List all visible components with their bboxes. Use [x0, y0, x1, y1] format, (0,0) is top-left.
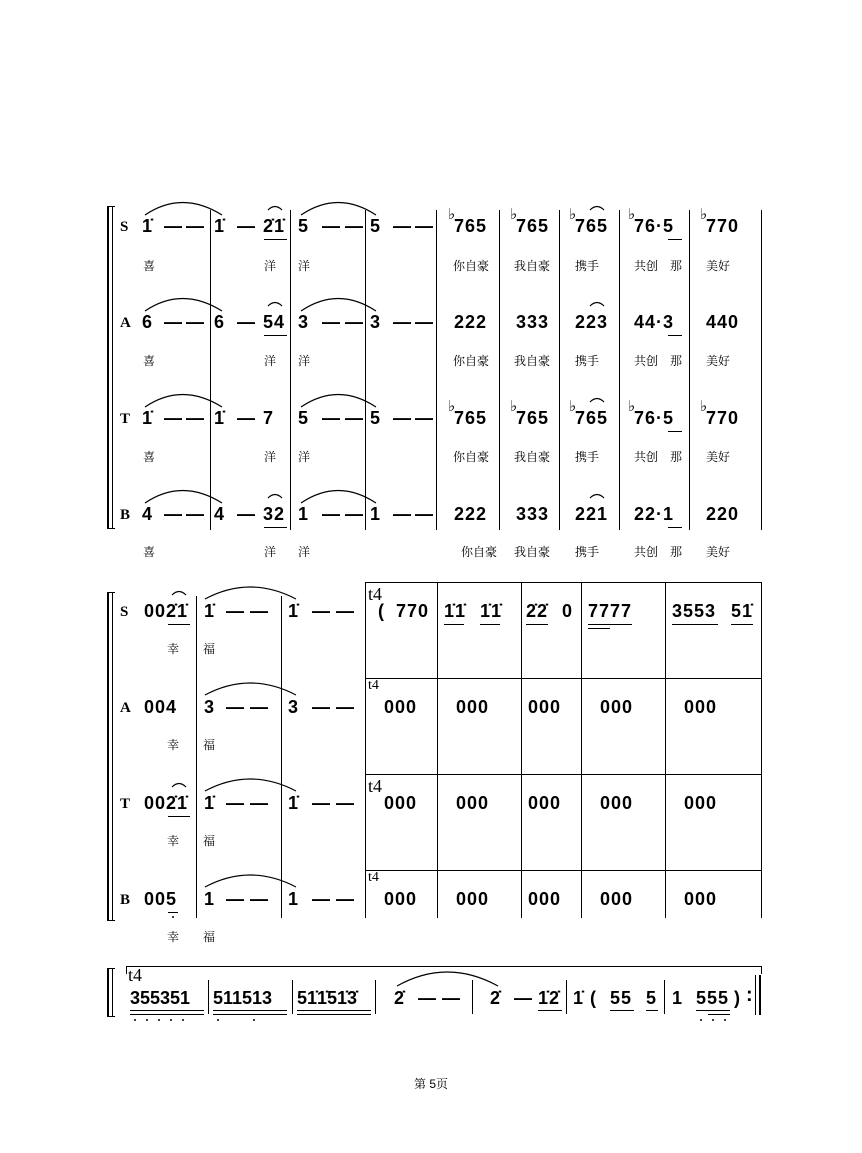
note: 2̇1̇ [263, 216, 286, 236]
note: — [345, 312, 364, 332]
note: 555 [696, 988, 730, 1008]
lyric: 你自豪 [453, 259, 490, 273]
note: 1̇1̇ [480, 601, 503, 621]
note: 000 [684, 697, 718, 717]
lyric: 幸 [167, 642, 180, 656]
lyric: 洋 [298, 545, 311, 559]
note: 000 [684, 793, 718, 813]
note: 440 [706, 312, 740, 332]
note: — [442, 988, 461, 1008]
part-label-b: B [120, 507, 131, 523]
note: 770 [706, 216, 740, 236]
lyric: 洋 [264, 545, 277, 559]
lyric: 喜 [143, 450, 156, 464]
lyric: 洋 [298, 259, 311, 273]
note: 3 [204, 697, 216, 717]
note: 333 [516, 312, 550, 332]
note: 765 [516, 408, 550, 428]
note: 765 [454, 216, 488, 236]
lyric: 幸 [167, 834, 180, 848]
note: 511513 [213, 988, 273, 1008]
lyric: 我自豪 [514, 259, 551, 273]
note: 1̇ [142, 408, 154, 428]
note: — [250, 889, 269, 909]
note: 3 [288, 697, 300, 717]
note: 1̇ [573, 988, 585, 1008]
section-marker: t4 [368, 584, 383, 604]
lyric: 福 [203, 930, 216, 944]
note: 2̇ [490, 988, 502, 1008]
note: 0 [562, 601, 574, 621]
section-marker: t4 [368, 870, 379, 885]
note: 765 [516, 216, 550, 236]
note: — [415, 408, 434, 428]
note: 770 [706, 408, 740, 428]
note: 765 [575, 408, 609, 428]
note: — [312, 793, 331, 813]
lyric: 美好 [706, 259, 731, 273]
lyric: 福 [203, 834, 216, 848]
note: — [237, 216, 256, 236]
note: — [312, 889, 331, 909]
note: 54 [263, 312, 286, 332]
lyric: 我自豪 [514, 450, 551, 464]
note: 6 [142, 312, 154, 332]
part-label-a: A [120, 315, 131, 331]
lyric: 美好 [706, 354, 731, 368]
note: 220 [706, 504, 740, 524]
note: 221 [575, 504, 609, 524]
note: — [226, 697, 245, 717]
note: — [237, 312, 256, 332]
note: 3 [370, 312, 382, 332]
section-marker: t4 [128, 965, 143, 985]
flat-icon: ♭ [448, 397, 456, 415]
note: 002̇1̇ [144, 601, 189, 621]
note: — [336, 793, 355, 813]
note: — [345, 216, 364, 236]
note: — [237, 408, 256, 428]
note: 4 [142, 504, 154, 524]
lyric: 洋 [298, 354, 311, 368]
lyric: 共创 [634, 354, 659, 368]
note: — [345, 504, 364, 524]
note: 1 [672, 988, 684, 1008]
flat-icon: ♭ [700, 205, 708, 223]
note: — [415, 312, 434, 332]
lyric: 那 [670, 259, 683, 273]
note: — [226, 793, 245, 813]
note: 333 [516, 504, 550, 524]
lyric: 幸 [167, 738, 180, 752]
note: — [164, 408, 183, 428]
lyric: 幸 [167, 930, 180, 944]
note: 005 [144, 889, 178, 909]
note: 5 [370, 408, 382, 428]
note: 1̇2̇ [538, 988, 561, 1008]
note: — [415, 504, 434, 524]
note: 000 [528, 889, 562, 909]
note: ( [590, 988, 597, 1008]
note: 223 [575, 312, 609, 332]
flat-icon: ♭ [448, 205, 456, 223]
note: — [322, 216, 341, 236]
part-label-t: T [120, 411, 131, 427]
note: 222 [454, 312, 488, 332]
part-label-s: S [120, 219, 129, 235]
note: 55 [610, 988, 633, 1008]
lyric: 你自豪 [453, 354, 490, 368]
note: ( [378, 601, 385, 621]
part-label-s: S [120, 604, 129, 620]
note: 000 [456, 889, 490, 909]
flat-icon: ♭ [628, 397, 636, 415]
note: 7777 [588, 601, 633, 621]
note: — [393, 504, 412, 524]
lyric: 携手 [575, 354, 600, 368]
lyric: 美好 [706, 545, 731, 559]
page-number: 第 5页 [414, 1077, 449, 1091]
note: — [393, 312, 412, 332]
note: — [514, 988, 533, 1008]
note: 1̇ [142, 216, 154, 236]
note: — [164, 216, 183, 236]
note: — [250, 697, 269, 717]
note: 76·5 [634, 408, 675, 428]
lyric: 喜 [143, 354, 156, 368]
note: 6 [214, 312, 226, 332]
note: 1 [204, 889, 216, 909]
flat-icon: ♭ [510, 397, 518, 415]
note: — [186, 504, 205, 524]
note: 770 [396, 601, 430, 621]
lyric: 洋 [298, 450, 311, 464]
note: 000 [684, 889, 718, 909]
note: — [164, 312, 183, 332]
lyric: 洋 [264, 450, 277, 464]
note: — [226, 601, 245, 621]
note: 5 [298, 408, 310, 428]
lyric: 携手 [575, 450, 600, 464]
note: — [418, 988, 437, 1008]
lyric: 我自豪 [514, 545, 551, 559]
lyric: 携手 [575, 545, 600, 559]
flat-icon: ♭ [569, 397, 577, 415]
note: 4 [214, 504, 226, 524]
note: — [345, 408, 364, 428]
note: 000 [456, 697, 490, 717]
flat-icon: ♭ [569, 205, 577, 223]
note: 3553 [672, 601, 717, 621]
note: — [393, 216, 412, 236]
note: — [336, 601, 355, 621]
note: 000 [384, 793, 418, 813]
note: 222 [454, 504, 488, 524]
note: 1̇ [204, 793, 216, 813]
flat-icon: ♭ [628, 205, 636, 223]
note: 765 [575, 216, 609, 236]
note: — [393, 408, 412, 428]
lyric: 共创 [634, 259, 659, 273]
note: 1̇ [204, 601, 216, 621]
note: — [336, 889, 355, 909]
note: 004 [144, 697, 178, 717]
lyric: 喜 [143, 545, 156, 559]
note: — [322, 408, 341, 428]
note: 32 [263, 504, 286, 524]
note: 002̇1̇ [144, 793, 189, 813]
lyric: 携手 [575, 259, 600, 273]
note: 2̇ [394, 988, 406, 1008]
lyric: 那 [670, 545, 683, 559]
note: 000 [384, 889, 418, 909]
note: 76·5 [634, 216, 675, 236]
part-label-b: B [120, 892, 131, 908]
part-label-t: T [120, 796, 131, 812]
note: — [415, 216, 434, 236]
note: — [322, 504, 341, 524]
lyric: 我自豪 [514, 354, 551, 368]
lyric: 你自豪 [453, 450, 490, 464]
lyric: 那 [670, 450, 683, 464]
note: 3 [298, 312, 310, 332]
note: — [250, 793, 269, 813]
lyric: 洋 [264, 354, 277, 368]
note: 1̇ [214, 216, 226, 236]
note: — [164, 504, 183, 524]
note: 51̇ [731, 601, 754, 621]
note: — [322, 312, 341, 332]
note: — [312, 601, 331, 621]
note: 355351 [130, 988, 191, 1008]
note: — [186, 408, 205, 428]
note: 1 [288, 889, 300, 909]
lyric: 那 [670, 354, 683, 368]
note: 1̇ [214, 408, 226, 428]
note: 22·1 [634, 504, 675, 524]
note: 2̇2̇ [526, 601, 549, 621]
note: 000 [600, 793, 634, 813]
note: 000 [384, 697, 418, 717]
note: 000 [456, 793, 490, 813]
lyric: 喜 [143, 259, 156, 273]
note: — [237, 504, 256, 524]
lyric: 福 [203, 738, 216, 752]
note: 1̇1̇ [444, 601, 467, 621]
note: 51̇1̇51̇3̇ [297, 988, 358, 1008]
lyric: 洋 [264, 259, 277, 273]
note: — [226, 889, 245, 909]
section-marker: t4 [368, 776, 383, 796]
note: — [186, 216, 205, 236]
note: 1 [370, 504, 382, 524]
lyric: 美好 [706, 450, 731, 464]
lyric: 福 [203, 642, 216, 656]
note: — [250, 601, 269, 621]
part-label-a: A [120, 700, 131, 716]
note: 765 [454, 408, 488, 428]
note: — [312, 697, 331, 717]
note: 5 [298, 216, 310, 236]
flat-icon: ♭ [510, 205, 518, 223]
flat-icon: ♭ [700, 397, 708, 415]
note: 5 [646, 988, 658, 1008]
section-marker: t4 [368, 678, 379, 693]
lyric: 共创 [634, 450, 659, 464]
note: 000 [528, 697, 562, 717]
note: 5 [370, 216, 382, 236]
note: 1̇ [288, 601, 300, 621]
note: ) [734, 988, 741, 1008]
note: 7 [263, 408, 275, 428]
note: 000 [528, 793, 562, 813]
note: 1 [298, 504, 310, 524]
note: 1̇ [288, 793, 300, 813]
note: — [336, 697, 355, 717]
lyric: 你自豪 [461, 545, 498, 559]
repeat-dots-icon: : [746, 984, 753, 1006]
note: 000 [600, 889, 634, 909]
note: 44·3 [634, 312, 675, 332]
note: — [186, 312, 205, 332]
lyric: 共创 [634, 545, 659, 559]
note: 000 [600, 697, 634, 717]
